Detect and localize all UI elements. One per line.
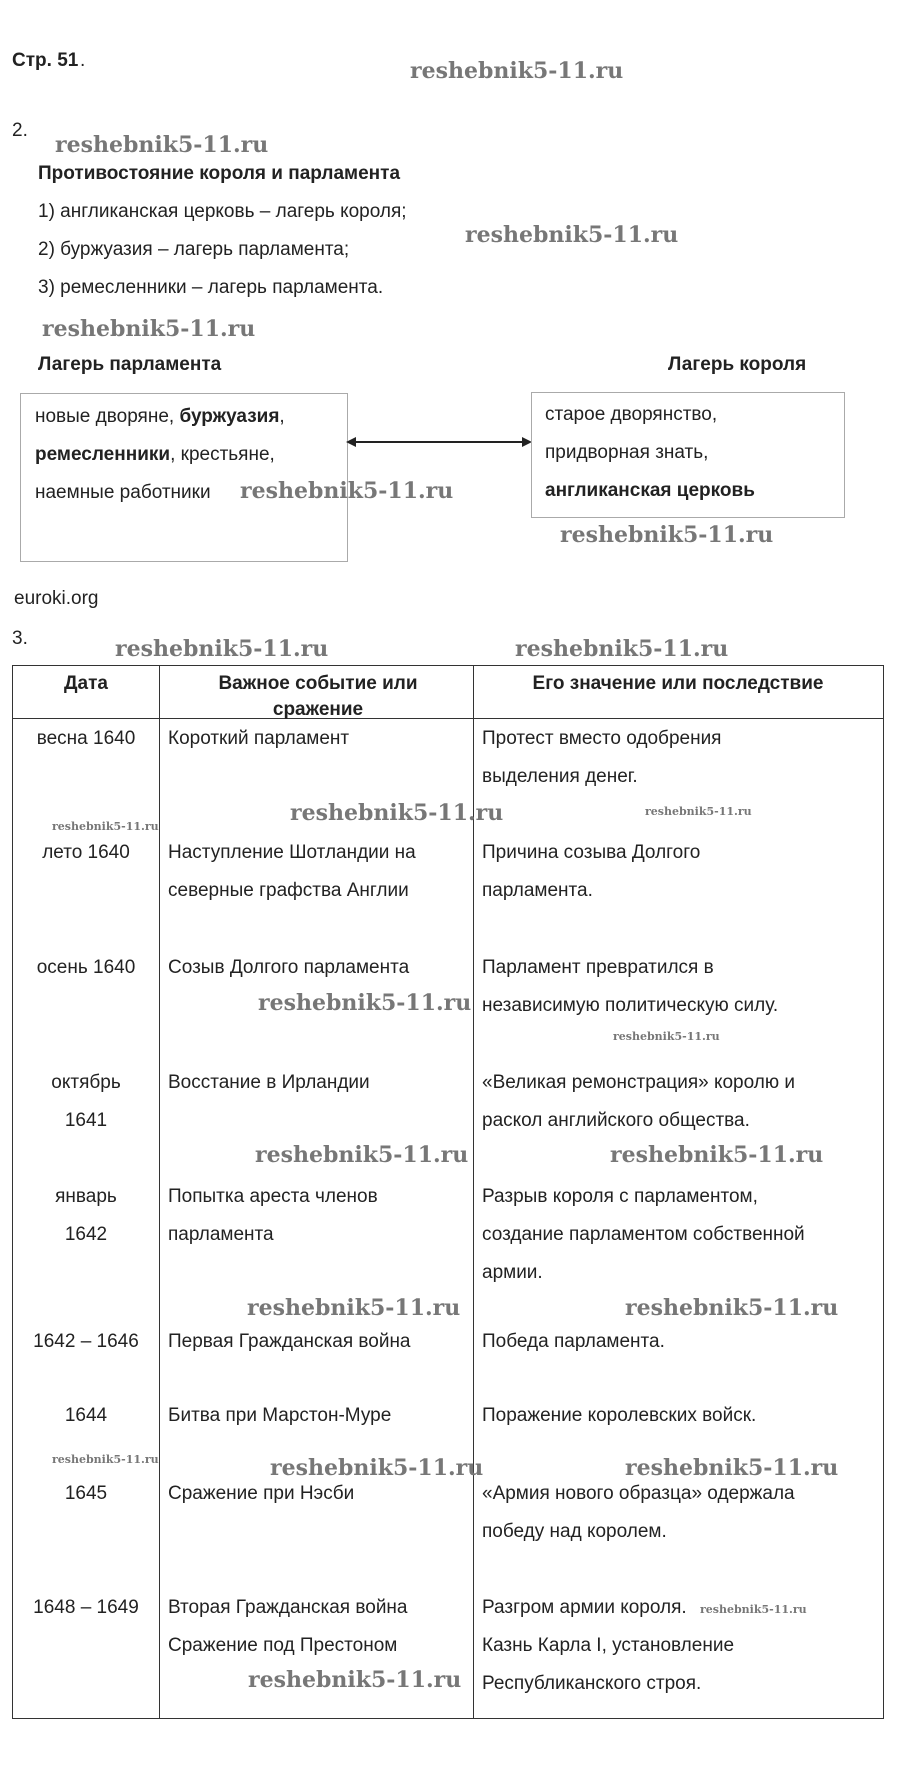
watermark: reshebnik5-11.ru	[515, 636, 729, 662]
event-cell: Созыв Долгого парламента	[168, 957, 410, 978]
watermark: reshebnik5-11.ru	[290, 800, 504, 826]
date-cell: 1642	[64, 1224, 108, 1245]
meaning-cell: создание парламентом собственной	[482, 1224, 805, 1245]
meaning-cell: выделения денег.	[482, 766, 638, 787]
watermark: reshebnik5-11.ru	[52, 1453, 159, 1466]
watermark: reshebnik5-11.ru	[410, 58, 624, 84]
watermark: reshebnik5-11.ru	[465, 222, 679, 248]
parliament-line: ремесленники, крестьяне,	[35, 444, 275, 465]
watermark: reshebnik5-11.ru	[240, 478, 454, 504]
date-cell: январь	[55, 1186, 117, 1207]
task3-number: 3.	[12, 628, 28, 649]
meaning-cell: «Армия нового образца» одержала	[482, 1483, 795, 1504]
king-line: англиканская церковь	[545, 480, 755, 501]
date-cell: осень 1640	[36, 957, 136, 978]
date-cell: 1641	[64, 1110, 108, 1131]
watermark: reshebnik5-11.ru	[645, 805, 752, 818]
parliament-line: наемные работники	[35, 482, 211, 503]
king-camp-title: Лагерь короля	[668, 354, 807, 375]
meaning-cell: Победа парламента.	[482, 1331, 665, 1352]
king-line: придворная знать,	[545, 442, 709, 463]
meaning-cell: Республиканского строя.	[482, 1673, 702, 1694]
watermark: reshebnik5-11.ru	[270, 1455, 484, 1481]
meaning-cell: парламента.	[482, 880, 593, 901]
event-cell: Битва при Марстон-Муре	[168, 1405, 392, 1426]
event-cell: Сражение при Нэсби	[168, 1483, 355, 1504]
watermark: reshebnik5-11.ru	[247, 1295, 461, 1321]
watermark: reshebnik5-11.ru	[700, 1603, 807, 1616]
meaning-cell: Причина созыва Долгого	[482, 842, 701, 863]
date-cell: лето 1640	[42, 842, 130, 863]
source-label: euroki.org	[14, 588, 99, 609]
meaning-cell: армии.	[482, 1262, 543, 1283]
date-cell: 1648 – 1649	[33, 1597, 139, 1618]
parliament-camp-title: Лагерь парламента	[38, 354, 222, 375]
event-cell: Первая Гражданская война	[168, 1331, 411, 1352]
meaning-cell: победу над королем.	[482, 1521, 667, 1542]
date-cell: весна 1640	[36, 728, 136, 749]
watermark: reshebnik5-11.ru	[255, 1142, 469, 1168]
date-cell: 1645	[64, 1483, 108, 1504]
event-cell: Попытка ареста членов	[168, 1186, 378, 1207]
meaning-cell: Поражение королевских войск.	[482, 1405, 757, 1426]
watermark: reshebnik5-11.ru	[42, 316, 256, 342]
meaning-cell: Казнь Карла I, установление	[482, 1635, 735, 1656]
period: .	[80, 50, 86, 71]
watermark: reshebnik5-11.ru	[610, 1142, 824, 1168]
double-arrow-icon	[346, 432, 532, 452]
watermark: reshebnik5-11.ru	[115, 636, 329, 662]
column-divider	[159, 666, 160, 1718]
meaning-cell: «Великая ремонстрация» королю и	[482, 1072, 795, 1093]
meaning-cell: раскол английского общества.	[482, 1110, 750, 1131]
task2-item: 3) ремесленники – лагерь парламента.	[38, 277, 384, 298]
date-cell: 1644	[64, 1405, 108, 1426]
page-label: Стр. 51	[12, 50, 79, 71]
watermark: reshebnik5-11.ru	[52, 820, 159, 833]
event-cell: Восстание в Ирландии	[168, 1072, 370, 1093]
date-cell: октябрь	[51, 1072, 121, 1093]
event-cell: Вторая Гражданская война	[168, 1597, 408, 1618]
task2-title: Противостояние короля и парламента	[38, 163, 401, 184]
meaning-cell: Разгром армии короля.	[482, 1597, 687, 1618]
task2-number: 2.	[12, 120, 28, 141]
king-line: старое дворянство,	[545, 404, 718, 425]
date-cell: 1642 – 1646	[33, 1331, 139, 1352]
header-date: Дата	[64, 673, 108, 694]
watermark: reshebnik5-11.ru	[625, 1295, 839, 1321]
meaning-cell: Протест вместо одобрения	[482, 728, 722, 749]
event-cell: северные графства Англии	[168, 880, 409, 901]
meaning-cell: Парламент превратился в	[482, 957, 714, 978]
watermark: reshebnik5-11.ru	[625, 1455, 839, 1481]
event-cell: Короткий парламент	[168, 728, 350, 749]
watermark: reshebnik5-11.ru	[55, 132, 269, 158]
task2-item: 2) буржуазия – лагерь парламента;	[38, 239, 350, 260]
watermark: reshebnik5-11.ru	[258, 990, 472, 1016]
watermark: reshebnik5-11.ru	[248, 1667, 462, 1693]
header-event: Важное событие или сражение	[218, 673, 418, 720]
task2-item: 1) англиканская церковь – лагерь короля;	[38, 201, 407, 222]
event-cell: Сражение под Престоном	[168, 1635, 398, 1656]
meaning-cell: независимую политическую силу.	[482, 995, 779, 1016]
event-cell: Наступление Шотландии на	[168, 842, 416, 863]
parliament-line: новые дворяне, буржуазия,	[35, 406, 285, 427]
watermark: reshebnik5-11.ru	[613, 1030, 720, 1043]
header-meaning: Его значение или последствие	[532, 673, 824, 694]
watermark: reshebnik5-11.ru	[560, 522, 774, 548]
meaning-cell: Разрыв короля с парламентом,	[482, 1186, 758, 1207]
event-cell: парламента	[168, 1224, 274, 1245]
